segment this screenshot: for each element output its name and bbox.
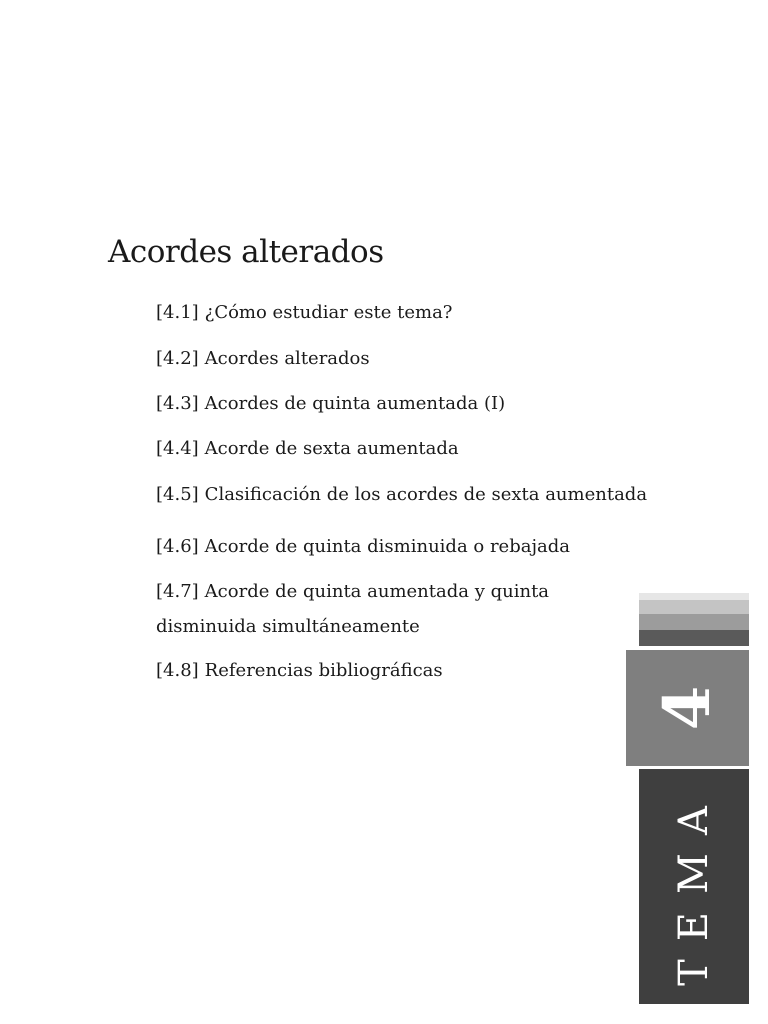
toc-item-text: Acorde de quinta disminuida o rebajada <box>204 536 571 557</box>
toc-item-4-2 <box>156 342 370 376</box>
decorative-strip <box>639 593 749 600</box>
toc-item-text: ¿Cómo estudiar este tema? <box>204 302 453 323</box>
toc-item-number: [4.6] <box>156 536 199 557</box>
toc-item-number: [4.8] <box>156 660 199 681</box>
toc-item-text: Acorde de sexta aumentada <box>204 438 459 459</box>
toc-item-text-continued: disminuida simultáneamente <box>156 616 420 637</box>
toc-item-4-8 <box>156 654 443 688</box>
toc-item-number: [4.5] <box>156 484 199 505</box>
toc-item-4-4 <box>156 432 459 466</box>
toc-item-text: Referencias bibliográficas <box>204 660 443 681</box>
chapter-label-box <box>639 769 749 1004</box>
chapter-number: 4 <box>649 685 725 731</box>
toc-item-number: [4.7] <box>156 581 199 602</box>
toc-item-4-6 <box>156 530 570 564</box>
toc-item-4-7 <box>156 575 549 609</box>
toc-item-number: [4.2] <box>156 348 199 369</box>
toc-item-4-1 <box>156 296 452 330</box>
toc-item-text: Acordes de quinta aumentada (I) <box>204 393 506 414</box>
toc-item-4-5 <box>156 478 647 512</box>
chapter-number-box <box>626 650 749 766</box>
decorative-strip <box>639 630 749 646</box>
toc-item-number: [4.3] <box>156 393 199 414</box>
toc-item-4-7-continued <box>156 610 420 644</box>
decorative-strip <box>639 614 749 630</box>
page-title: Acordes alterados <box>108 234 384 270</box>
decorative-strip <box>639 600 749 614</box>
toc-item-4-3 <box>156 387 505 421</box>
toc-item-text: Acordes alterados <box>204 348 370 369</box>
toc-item-text: Clasificación de los acordes de sexta aumentada <box>204 484 648 505</box>
toc-item-number: [4.4] <box>156 438 199 459</box>
chapter-label: TEMA <box>671 787 717 986</box>
toc-item-number: [4.1] <box>156 302 199 323</box>
toc-item-text: Acorde de quinta aumentada y quinta <box>204 581 550 602</box>
